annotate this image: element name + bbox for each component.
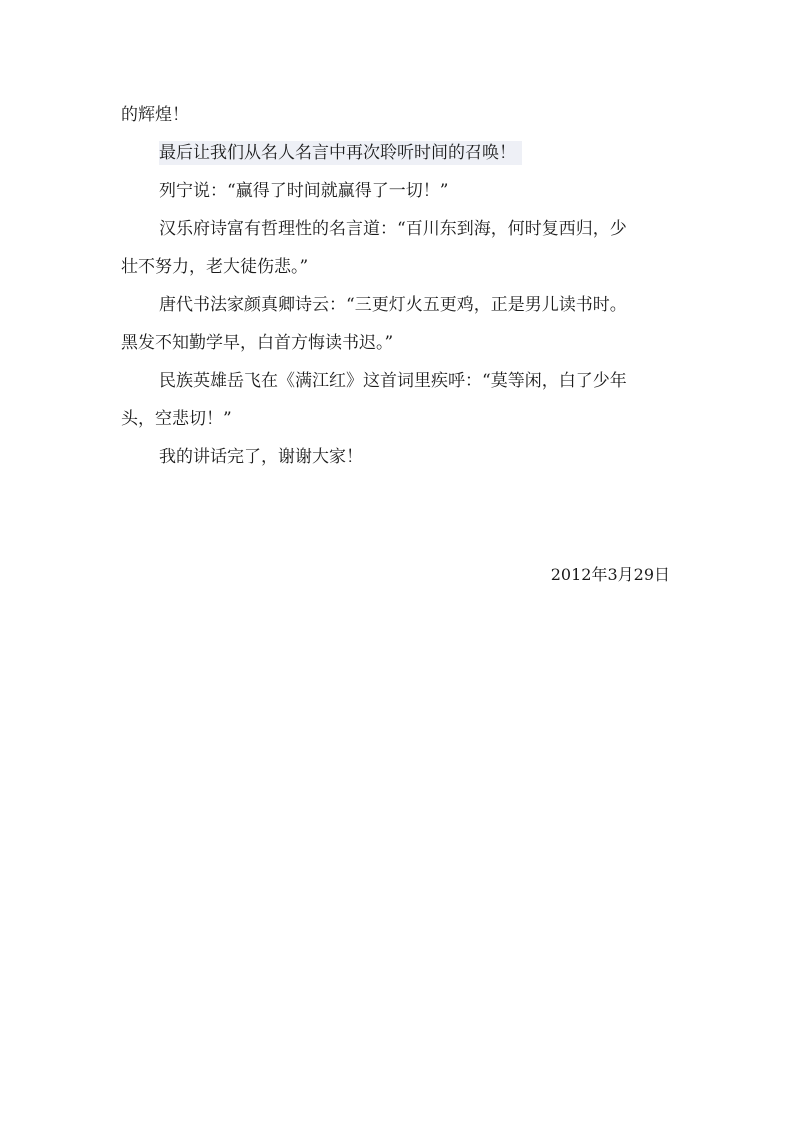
body-line: 民族英雄岳飞在《满江红》这首词里疾呼：“莫等闲，白了少年 bbox=[159, 371, 627, 391]
body-line: 壮不努力，老大徒伤悲。” bbox=[121, 257, 309, 277]
body-line: 的辉煌！ bbox=[121, 105, 189, 125]
speech-date: 2012年3月29日 bbox=[550, 565, 670, 584]
selected-text[interactable]: 最后让我们从名人名言中再次聆听时间的召唤！ bbox=[159, 141, 522, 165]
speech-body bbox=[121, 100, 676, 480]
body-line: 唐代书法家颜真卿诗云：“三更灯火五更鸡，正是男儿读书时。 bbox=[159, 295, 627, 315]
body-line-highlighted bbox=[121, 138, 676, 168]
body-line: 汉乐府诗富有哲理性的名言道：“百川东到海，何时复西归，少 bbox=[159, 219, 627, 239]
body-line: 头，空悲切！” bbox=[121, 409, 232, 429]
body-line: 我的讲话完了，谢谢大家！ bbox=[159, 447, 363, 467]
body-line: 列宁说：“赢得了时间就赢得了一切！” bbox=[159, 181, 449, 201]
body-line: 黑发不知勤学早，白首方悔读书迟。” bbox=[121, 333, 394, 353]
